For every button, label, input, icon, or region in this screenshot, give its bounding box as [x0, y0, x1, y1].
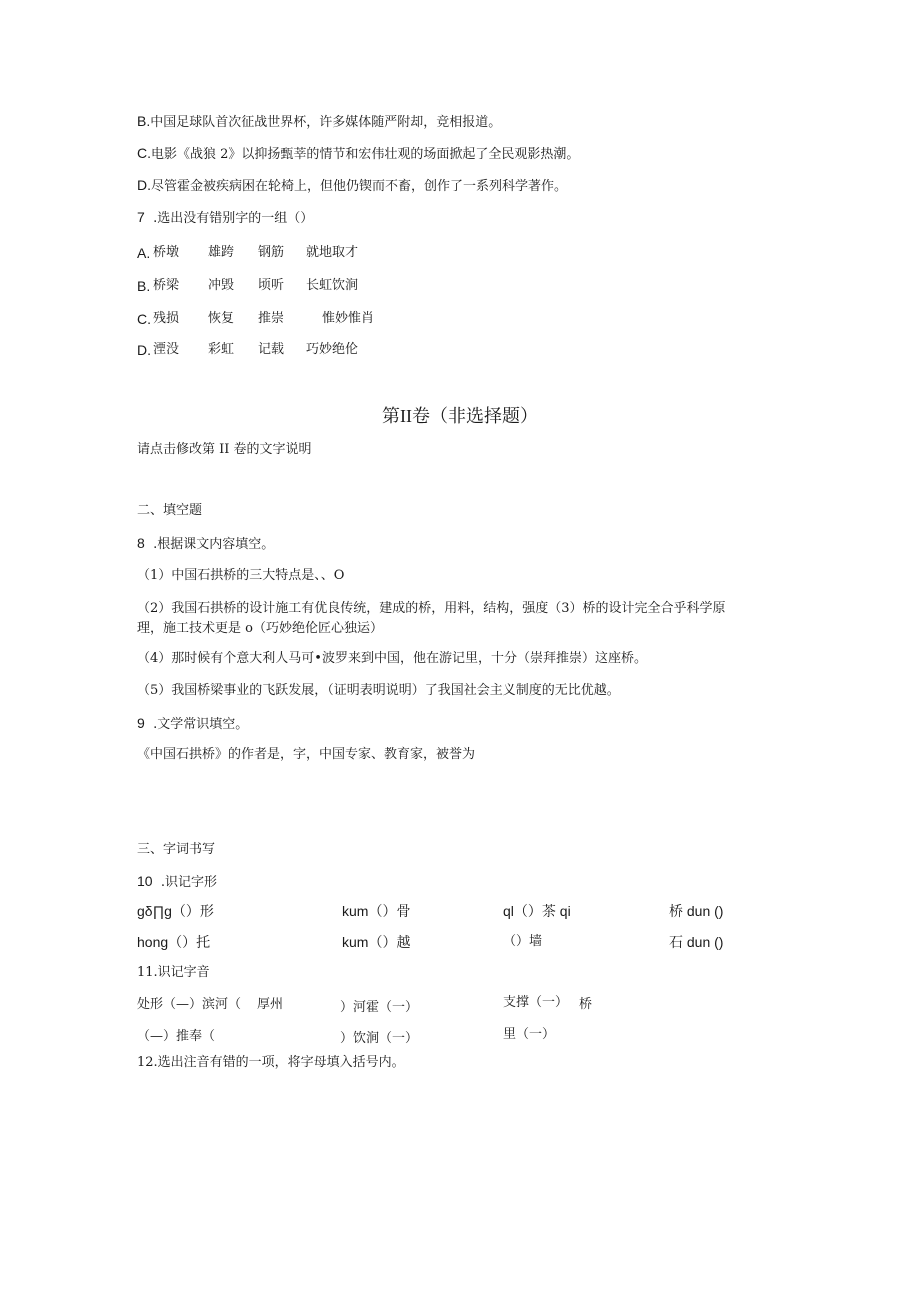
q10-cell: kum（）越 — [342, 934, 411, 950]
option-letter: B. — [137, 278, 151, 294]
question-number: 7 — [137, 209, 145, 225]
q9-question — [137, 714, 248, 734]
option-word: 顷听 — [258, 278, 285, 293]
q6-option-d — [137, 176, 567, 196]
q6-option-c — [137, 144, 579, 164]
question-text: .识记字形 — [160, 875, 217, 890]
q8-item-4: （4）那时候有个意大利人马可•波罗来到中国，他在游记里，十分（崇拜推崇）这座桥。 — [137, 651, 647, 666]
option-word: 彩虹 — [208, 342, 235, 357]
option-word: 记载 — [258, 342, 285, 357]
option-word: 桥梁 — [153, 278, 180, 293]
question-number: 8 — [137, 535, 145, 551]
part2-title — [0, 404, 920, 429]
q11-cell: （—）推奉（ — [137, 1029, 216, 1044]
q11-cell: 支撑（一） — [503, 995, 569, 1010]
title-prefix: 第 — [382, 406, 400, 427]
q9-line: 《中国石拱桥》的作者是，字，中国专家、教育家，被誉为 — [137, 747, 476, 762]
option-word: 长虹饮涧 — [306, 278, 359, 293]
q8-question — [137, 534, 274, 554]
q8-item-1: （1）中国石拱桥的三大特点是、、O — [137, 568, 345, 583]
option-letter: D. — [137, 342, 151, 358]
q11-cell: 桥 — [579, 997, 593, 1012]
option-letter: C. — [137, 145, 151, 161]
part2-note: 请点击修改第 II 卷的文字说明 — [137, 442, 312, 457]
question-number: 10 — [137, 873, 153, 889]
question-text: .文学常识填空。 — [153, 717, 249, 732]
q10-cell: 石 dun () — [669, 934, 724, 950]
q8-item-2-continued: 理，施工技术更是 o（巧妙绝伦匠心独运） — [137, 621, 383, 636]
option-letter: C. — [137, 311, 151, 327]
option-word: 巧妙绝伦 — [306, 342, 359, 357]
q12-question: 12.选出注音有错的一项，将字母填入括号内。 — [137, 1055, 405, 1070]
option-text: 尽管霍金被疾病困在轮椅上，但他仍锲而不畜，创作了一系列科学著作。 — [151, 179, 568, 194]
q10-cell: kum（）骨 — [342, 903, 411, 919]
q11-cell: 里（一） — [503, 1027, 556, 1042]
option-word: 雄跨 — [208, 245, 235, 260]
option-word: 就地取才 — [306, 245, 359, 260]
option-word: 钢筋 — [258, 245, 285, 260]
option-word: 湮没 — [153, 342, 180, 357]
option-word: 冲毁 — [208, 278, 235, 293]
q11-question: 11.识记字音 — [137, 965, 210, 980]
option-text: 电影《战狼 2》以抑扬甄莘的情节和宏伟壮观的场面掀起了全民观影热潮。 — [151, 147, 580, 162]
q10-cell: 桥 dun () — [669, 903, 724, 919]
q10-cell: （）墙 — [503, 934, 543, 949]
section3-heading: 三、字词书写 — [137, 842, 216, 857]
question-text: .选出没有错别字的一组（） — [153, 211, 314, 226]
q8-item-2: （2）我国石拱桥的设计施工有优良传统，建成的桥，用料，结构，强度（3）桥的设计完全合乎科学原 — [137, 601, 726, 616]
option-text: 中国足球队首次征战世界杯，许多媒体随严附却，竞相报道。 — [150, 115, 502, 130]
q10-cell: ql（）茶 qi — [503, 903, 571, 919]
section2-heading: 二、填空题 — [137, 503, 203, 518]
q11-cell: ）河霍（一） — [340, 1000, 419, 1015]
question-number: 9 — [137, 715, 145, 731]
q10-cell: hong（）托 — [137, 934, 211, 950]
q10-question — [137, 872, 217, 892]
q8-item-5: （5）我国桥梁事业的飞跃发展，（证明表明说明）了我国社会主义制度的无比优越。 — [137, 683, 620, 698]
q6-option-b — [137, 112, 501, 132]
option-letter: A. — [137, 245, 151, 261]
q11-cell: 处形（—）滨河（ — [137, 997, 242, 1012]
question-text: .根据课文内容填空。 — [153, 537, 275, 552]
option-word: 恢复 — [208, 311, 235, 326]
q11-cell: 厚州 — [257, 997, 284, 1012]
q11-cell: ）饮涧（一） — [340, 1031, 419, 1046]
option-word: 桥墩 — [153, 245, 180, 260]
option-word: 惟妙惟肖 — [322, 311, 375, 326]
option-letter: D. — [137, 177, 151, 193]
title-suffix: 卷（非选择题） — [412, 406, 538, 427]
option-letter: B. — [137, 113, 151, 129]
option-word: 残损 — [153, 311, 180, 326]
option-word: 推崇 — [258, 311, 285, 326]
title-roman: II — [400, 406, 412, 426]
q7-question — [137, 208, 313, 228]
q10-cell: gδ∏g（）形 — [137, 903, 214, 919]
